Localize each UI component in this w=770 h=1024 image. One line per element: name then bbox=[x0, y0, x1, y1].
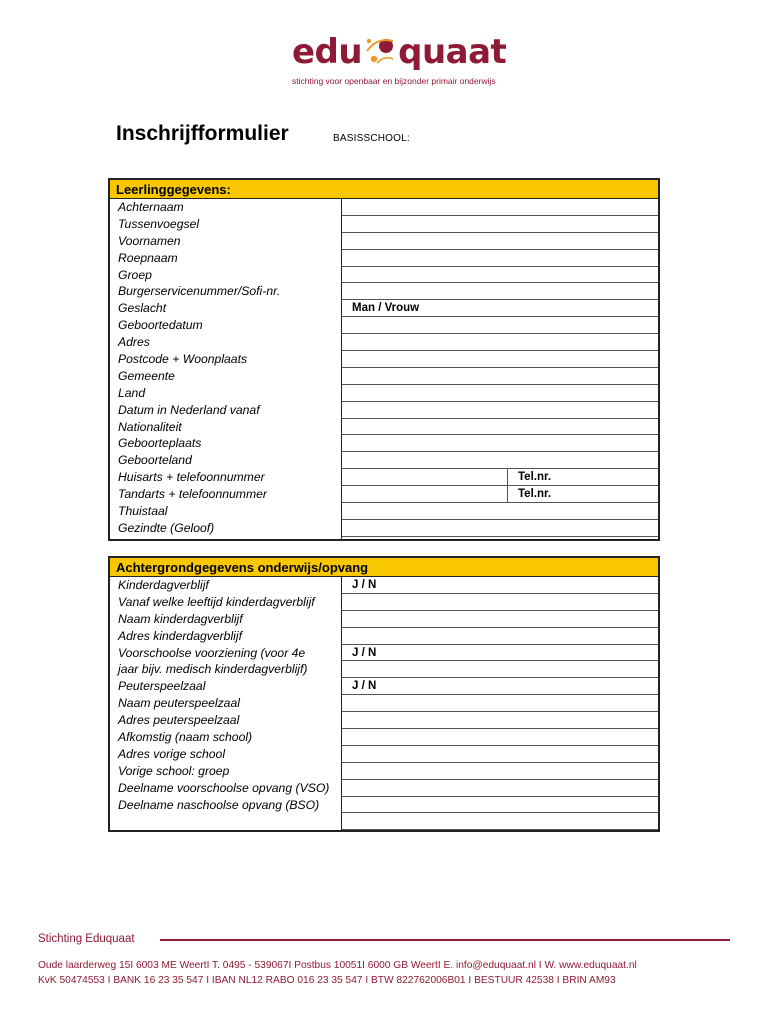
field-input-cell[interactable] bbox=[342, 469, 658, 486]
logo-wordmark-right: quaat bbox=[398, 32, 507, 72]
footer-org-name: Stichting Eduquaat bbox=[38, 933, 135, 945]
leerling-table bbox=[108, 178, 660, 541]
field-label: Voornamen bbox=[118, 233, 181, 248]
field-label: Burgerservicenummer/Sofi-nr. bbox=[118, 284, 281, 299]
field-input-cell[interactable] bbox=[342, 503, 658, 520]
field-input-cell[interactable] bbox=[342, 435, 658, 452]
field-label: Tandarts + telefoonnummer bbox=[118, 487, 267, 502]
footer-divider bbox=[160, 939, 730, 941]
logo-wordmark bbox=[292, 32, 506, 72]
field-label: Afkomstig (naam school) bbox=[118, 730, 253, 745]
field-input-cell[interactable] bbox=[342, 233, 658, 250]
field-value: Man / Vrouw bbox=[352, 302, 420, 315]
achtergrond-labels bbox=[110, 577, 342, 830]
field-label: jaar bijv. medisch kinderdagverblijf) bbox=[118, 662, 308, 677]
achtergrond-table bbox=[108, 556, 660, 832]
field-label: Adres bbox=[118, 335, 150, 350]
field-input-cell[interactable] bbox=[342, 746, 658, 763]
field-label: Huisarts + telefoonnummer bbox=[118, 470, 265, 485]
field-label: Thuistaal bbox=[118, 504, 168, 519]
field-input-cell[interactable] bbox=[342, 729, 658, 746]
field-value: J / N bbox=[352, 579, 377, 591]
field-label: Achternaam bbox=[118, 200, 184, 214]
footer-address-line: Oude laarderweg 15I 6003 ME WeertI T. 0495 - 539067I Postbus 10051I 6000 GB WeertI E. info@eduquaat.nl I W. www.eduquaat.nl bbox=[38, 960, 637, 971]
field-input-cell[interactable] bbox=[342, 402, 658, 419]
field-input-cell[interactable] bbox=[342, 813, 658, 830]
field-input-cell[interactable] bbox=[342, 267, 658, 284]
field-label: Adres peuterspeelzaal bbox=[118, 713, 240, 728]
field-input-cell[interactable] bbox=[342, 317, 658, 334]
eduquaat-logo bbox=[288, 24, 518, 94]
field-label: Roepnaam bbox=[118, 250, 178, 265]
field-label: Deelname naschoolse opvang (BSO) bbox=[118, 797, 320, 812]
phone-number-cell[interactable]: Tel.nr. bbox=[507, 486, 551, 503]
field-label: Vanaf welke leeftijd kinderdagverblijf bbox=[118, 594, 315, 609]
field-label: Vorige school: groep bbox=[118, 763, 230, 778]
field-value: J / N bbox=[352, 680, 377, 693]
field-label: Land bbox=[118, 385, 146, 400]
field-input-cell[interactable] bbox=[342, 611, 658, 628]
field-label: Peuterspeelzaal bbox=[118, 679, 206, 694]
phone-number-cell[interactable]: Tel.nr. bbox=[507, 469, 551, 486]
field-input-cell[interactable] bbox=[342, 780, 658, 797]
field-input-cell[interactable] bbox=[342, 486, 658, 503]
field-input-cell[interactable] bbox=[342, 419, 658, 436]
field-input-cell[interactable] bbox=[342, 678, 658, 695]
field-input-cell[interactable] bbox=[342, 452, 658, 469]
field-input-cell[interactable] bbox=[342, 628, 658, 645]
field-label: Deelname voorschoolse opvang (VSO) bbox=[118, 780, 330, 795]
logo-wordmark-left: edu bbox=[292, 32, 363, 72]
field-label: Datum in Nederland vanaf bbox=[118, 402, 260, 417]
field-input-cell[interactable] bbox=[342, 661, 658, 678]
field-label: Postcode + Woonplaats bbox=[118, 352, 248, 367]
leerling-labels bbox=[110, 199, 342, 539]
field-label: Kinderdagverblijf bbox=[118, 578, 209, 592]
achtergrond-body bbox=[110, 577, 658, 830]
field-input-cell[interactable] bbox=[342, 797, 658, 814]
field-label: Gemeente bbox=[118, 368, 175, 383]
field-input-cell[interactable] bbox=[342, 216, 658, 233]
field-label: Adres vorige school bbox=[118, 746, 226, 761]
achtergrond-heading: Achtergrondgegevens onderwijs/opvang bbox=[110, 558, 658, 577]
leerling-body bbox=[110, 199, 658, 539]
field-input-cell[interactable] bbox=[342, 712, 658, 729]
field-input-cell[interactable] bbox=[342, 594, 658, 611]
field-label: Naam peuterspeelzaal bbox=[118, 696, 240, 711]
field-label: Adres kinderdagverblijf bbox=[118, 628, 242, 643]
field-input-cell[interactable] bbox=[342, 520, 658, 537]
field-label: Voorschoolse voorziening (voor 4e bbox=[118, 645, 306, 660]
page-title: Inschrijfformulier bbox=[116, 122, 289, 145]
field-label: Tussenvoegsel bbox=[118, 216, 200, 231]
field-input-cell[interactable] bbox=[342, 300, 658, 317]
field-label: Naam kinderdagverblijf bbox=[118, 611, 243, 626]
logo-mark-icon bbox=[363, 33, 397, 67]
field-input-cell[interactable] bbox=[342, 351, 658, 368]
field-input-cell[interactable] bbox=[342, 368, 658, 385]
field-input-cell[interactable] bbox=[342, 199, 658, 216]
field-input-cell[interactable] bbox=[342, 577, 658, 594]
field-input-cell[interactable] bbox=[342, 283, 658, 300]
field-input-cell[interactable] bbox=[342, 250, 658, 267]
field-label: Gezindte (Geloof) bbox=[118, 520, 215, 535]
field-label: Groep bbox=[118, 267, 152, 282]
field-input-cell[interactable] bbox=[342, 763, 658, 780]
field-input-cell[interactable] bbox=[342, 695, 658, 712]
field-input-cell[interactable] bbox=[342, 645, 658, 662]
field-label: Nationaliteit bbox=[118, 419, 182, 434]
leerling-heading: Leerlinggegevens: bbox=[110, 180, 658, 199]
field-input-cell[interactable] bbox=[342, 385, 658, 402]
field-value: J / N bbox=[352, 646, 377, 659]
leerling-cells bbox=[342, 199, 658, 537]
field-label: Geslacht bbox=[118, 301, 167, 316]
footer-registration-line: KvK 50474553 I BANK 16 23 35 547 I IBAN NL12 RABO 016 23 35 547 I BTW 822762006B01 I BESTUUR 42538 I BRIN AM93 bbox=[38, 975, 616, 986]
field-input-cell[interactable] bbox=[342, 334, 658, 351]
school-label: BASISSCHOOL: bbox=[333, 133, 410, 144]
field-label: Geboorteland bbox=[118, 453, 192, 468]
field-label: Geboorteplaats bbox=[118, 436, 202, 451]
achtergrond-cells bbox=[342, 577, 658, 830]
field-label: Geboortedatum bbox=[118, 318, 203, 333]
logo-tagline: stichting voor openbaar en bijzonder primair onderwijs bbox=[292, 76, 496, 86]
